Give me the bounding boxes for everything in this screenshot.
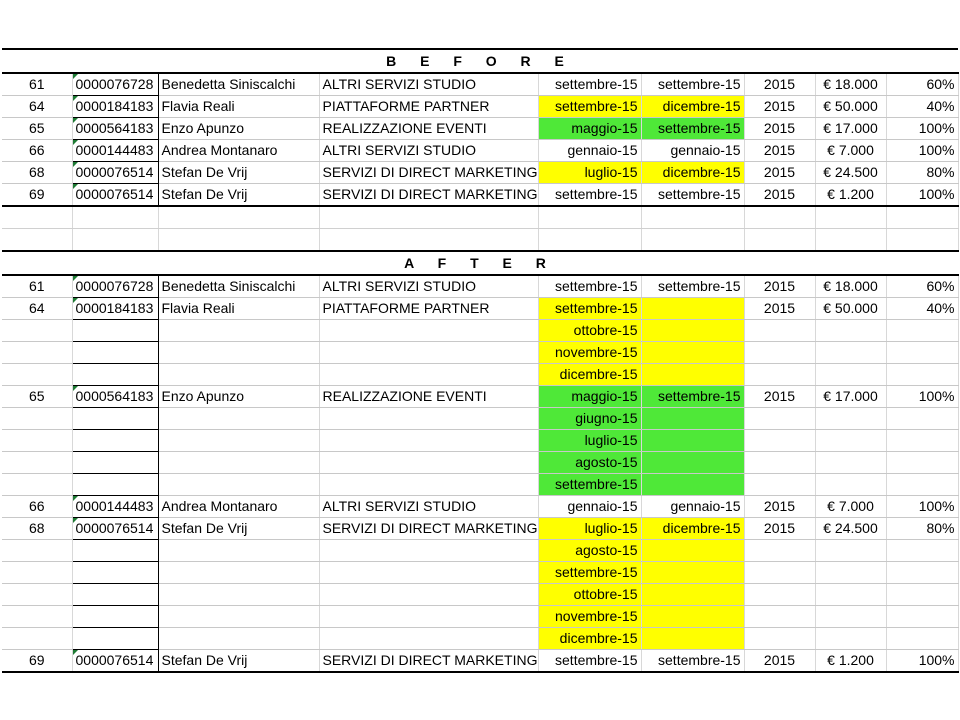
cell-row-number[interactable]: 64 [2,298,72,320]
cell-end-month[interactable] [641,298,744,320]
cell-name[interactable] [158,364,319,386]
cell-code[interactable] [72,452,158,474]
before-row [2,162,958,184]
cell-percent[interactable]: 100% [886,184,958,207]
before-row [2,118,958,140]
cell-start-month[interactable]: gennaio-15 [538,496,641,518]
cell-percent[interactable]: 100% [886,118,958,140]
cell-code[interactable] [72,342,158,364]
cell-amount[interactable]: € 7.000 [815,140,886,162]
after-row [2,298,958,320]
cell-name[interactable]: Benedetta Siniscalchi [158,73,319,96]
cell-start-month[interactable]: maggio-15 [538,118,641,140]
cell-percent[interactable]: 80% [886,518,958,540]
cell-code[interactable] [72,584,158,606]
before-row [2,140,958,162]
cell-name[interactable] [158,540,319,562]
empty-cell[interactable] [744,229,815,252]
cell-amount[interactable] [815,452,886,474]
cell-name[interactable]: Benedetta Siniscalchi [158,275,319,298]
cell-amount[interactable]: € 50.000 [815,298,886,320]
cell-start-month[interactable]: dicembre-15 [538,364,641,386]
cell-percent[interactable] [886,452,958,474]
cell-name[interactable]: Stefan De Vrij [158,184,319,207]
cell-code[interactable] [72,320,158,342]
cell-row-number[interactable] [2,452,72,474]
cell-year[interactable] [744,430,815,452]
cell-code[interactable]: 0000564183 [72,386,158,408]
cell-percent[interactable] [886,540,958,562]
after-row [2,518,958,540]
cell-row-number[interactable] [2,430,72,452]
cell-percent[interactable]: 100% [886,496,958,518]
cell-end-month[interactable]: dicembre-15 [641,518,744,540]
cell-service[interactable] [319,562,538,584]
cell-name[interactable] [158,452,319,474]
cell-percent[interactable] [886,408,958,430]
cell-amount[interactable]: € 7.000 [815,496,886,518]
cell-name[interactable]: Stefan De Vrij [158,162,319,184]
cell-code[interactable]: 0000076728 [72,73,158,96]
cell-code[interactable]: 0000076514 [72,162,158,184]
cell-amount[interactable] [815,540,886,562]
after-row [2,275,958,298]
cell-service[interactable] [319,540,538,562]
cell-start-month[interactable]: agosto-15 [538,452,641,474]
cell-service[interactable]: PIATTAFORME PARTNER [319,96,538,118]
cell-name[interactable]: Flavia Reali [158,298,319,320]
after-row [2,408,958,430]
before-row [2,73,958,96]
cell-name[interactable]: Andrea Montanaro [158,496,319,518]
cell-row-number[interactable] [2,540,72,562]
cell-amount[interactable]: € 17.000 [815,386,886,408]
cell-service[interactable] [319,628,538,650]
cell-service[interactable] [319,474,538,496]
before-row [2,184,958,207]
cell-name[interactable] [158,474,319,496]
cell-start-month[interactable]: giugno-15 [538,408,641,430]
cell-code[interactable] [72,606,158,628]
cell-end-month[interactable] [641,320,744,342]
cell-row-number[interactable]: 69 [2,184,72,207]
cell-amount[interactable] [815,584,886,606]
cell-code[interactable] [72,628,158,650]
cell-year[interactable]: 2015 [744,496,815,518]
cell-year[interactable] [744,320,815,342]
cell-year[interactable] [744,628,815,650]
cell-code[interactable]: 0000076728 [72,275,158,298]
cell-service[interactable]: ALTRI SERVIZI STUDIO [319,140,538,162]
cell-name[interactable]: Enzo Apunzo [158,118,319,140]
cell-year[interactable]: 2015 [744,140,815,162]
cell-percent[interactable]: 60% [886,275,958,298]
cell-row-number[interactable]: 61 [2,275,72,298]
cell-row-number[interactable]: 69 [2,650,72,673]
after-row [2,540,958,562]
cell-percent[interactable] [886,342,958,364]
cell-code[interactable]: 0000144483 [72,496,158,518]
cell-percent[interactable] [886,562,958,584]
cell-year[interactable]: 2015 [744,96,815,118]
cell-year[interactable] [744,540,815,562]
after-row [2,342,958,364]
cell-code[interactable]: 0000564183 [72,118,158,140]
cell-amount[interactable]: € 50.000 [815,96,886,118]
cell-amount[interactable]: € 17.000 [815,118,886,140]
cell-code[interactable]: 0000076514 [72,518,158,540]
cell-start-month[interactable]: settembre-15 [538,73,641,96]
cell-end-month[interactable]: settembre-15 [641,184,744,207]
cell-name[interactable]: Flavia Reali [158,96,319,118]
cell-service[interactable] [319,584,538,606]
cell-amount[interactable] [815,474,886,496]
cell-end-month[interactable]: settembre-15 [641,275,744,298]
after-title-row [2,251,958,275]
cell-code[interactable]: 0000076514 [72,650,158,673]
cell-start-month[interactable]: ottobre-15 [538,584,641,606]
cell-name[interactable]: Enzo Apunzo [158,386,319,408]
cell-year[interactable] [744,364,815,386]
after-row [2,386,958,408]
cell-service[interactable]: PIATTAFORME PARTNER [319,298,538,320]
cell-row-number[interactable]: 65 [2,386,72,408]
cell-year[interactable]: 2015 [744,184,815,207]
after-row [2,650,958,673]
cell-row-number[interactable] [2,364,72,386]
cell-percent[interactable] [886,430,958,452]
cell-percent[interactable]: 40% [886,298,958,320]
cell-percent[interactable]: 40% [886,96,958,118]
cell-year[interactable]: 2015 [744,118,815,140]
empty-cell[interactable] [72,206,158,229]
cell-start-month[interactable]: maggio-15 [538,386,641,408]
cell-service[interactable] [319,364,538,386]
empty-cell[interactable] [158,206,319,229]
cell-row-number[interactable] [2,606,72,628]
spreadsheet [2,48,958,673]
cell-end-month[interactable] [641,540,744,562]
cell-end-month[interactable] [641,474,744,496]
cell-service[interactable]: SERVIZI DI DIRECT MARKETING [319,650,538,673]
cell-end-month[interactable]: gennaio-15 [641,496,744,518]
cell-amount[interactable] [815,562,886,584]
cell-service[interactable] [319,606,538,628]
cell-row-number[interactable]: 68 [2,518,72,540]
cell-end-month[interactable] [641,562,744,584]
after-row [2,430,958,452]
cell-name[interactable] [158,320,319,342]
cell-amount[interactable] [815,606,886,628]
cell-amount[interactable]: € 1.200 [815,650,886,673]
after-row [2,562,958,584]
empty-cell[interactable] [319,229,538,252]
cell-percent[interactable]: 100% [886,386,958,408]
empty-cell[interactable] [641,229,744,252]
cell-service[interactable]: ALTRI SERVIZI STUDIO [319,496,538,518]
cell-end-month[interactable] [641,584,744,606]
empty-cell[interactable] [815,206,886,229]
cell-percent[interactable] [886,584,958,606]
cell-start-month[interactable]: luglio-15 [538,430,641,452]
cell-code[interactable] [72,474,158,496]
cell-start-month[interactable]: settembre-15 [538,184,641,207]
cell-name[interactable] [158,606,319,628]
cell-name[interactable]: Stefan De Vrij [158,650,319,673]
data-table [2,48,959,673]
cell-row-number[interactable] [2,320,72,342]
cell-year[interactable] [744,452,815,474]
cell-year[interactable]: 2015 [744,518,815,540]
cell-start-month[interactable]: settembre-15 [538,650,641,673]
cell-percent[interactable]: 100% [886,140,958,162]
cell-year[interactable]: 2015 [744,298,815,320]
cell-service[interactable] [319,430,538,452]
after-row [2,452,958,474]
cell-name[interactable] [158,408,319,430]
before-row [2,96,958,118]
cell-end-month[interactable]: dicembre-15 [641,162,744,184]
cell-service[interactable] [319,342,538,364]
cell-name[interactable]: Stefan De Vrij [158,518,319,540]
cell-end-month[interactable] [641,606,744,628]
cell-row-number[interactable]: 64 [2,96,72,118]
cell-amount[interactable]: € 24.500 [815,162,886,184]
cell-year[interactable] [744,474,815,496]
cell-year[interactable]: 2015 [744,162,815,184]
cell-year[interactable] [744,584,815,606]
cell-percent[interactable] [886,364,958,386]
cell-start-month[interactable]: agosto-15 [538,540,641,562]
cell-start-month[interactable]: ottobre-15 [538,320,641,342]
cell-name[interactable] [158,584,319,606]
cell-code[interactable]: 0000184183 [72,298,158,320]
cell-end-month[interactable] [641,364,744,386]
cell-row-number[interactable] [2,628,72,650]
empty-cell[interactable] [744,206,815,229]
cell-service[interactable]: SERVIZI DI DIRECT MARKETING [319,518,538,540]
cell-service[interactable]: SERVIZI DI DIRECT MARKETING [319,184,538,207]
cell-code[interactable]: 0000144483 [72,140,158,162]
empty-row [2,229,958,252]
after-row [2,606,958,628]
cell-row-number[interactable] [2,342,72,364]
cell-end-month[interactable] [641,342,744,364]
cell-service[interactable] [319,452,538,474]
cell-row-number[interactable] [2,584,72,606]
cell-service[interactable] [319,320,538,342]
cell-year[interactable] [744,562,815,584]
cell-service[interactable]: SERVIZI DI DIRECT MARKETING [319,162,538,184]
cell-row-number[interactable] [2,408,72,430]
cell-code[interactable] [72,364,158,386]
empty-cell[interactable] [538,206,641,229]
cell-amount[interactable] [815,430,886,452]
cell-start-month[interactable]: settembre-15 [538,298,641,320]
after-row [2,584,958,606]
cell-amount[interactable] [815,342,886,364]
after-row [2,320,958,342]
cell-start-month[interactable]: luglio-15 [538,518,641,540]
table-body [2,49,958,672]
cell-amount[interactable] [815,320,886,342]
cell-name[interactable]: Andrea Montanaro [158,140,319,162]
empty-cell[interactable] [158,229,319,252]
cell-row-number[interactable]: 65 [2,118,72,140]
cell-year[interactable] [744,606,815,628]
empty-cell[interactable] [2,206,72,229]
cell-start-month[interactable]: settembre-15 [538,474,641,496]
cell-row-number[interactable]: 66 [2,496,72,518]
cell-percent[interactable] [886,320,958,342]
cell-start-month[interactable]: settembre-15 [538,275,641,298]
cell-end-month[interactable]: settembre-15 [641,73,744,96]
cell-service[interactable]: ALTRI SERVIZI STUDIO [319,275,538,298]
empty-cell[interactable] [72,229,158,252]
cell-service[interactable]: REALIZZAZIONE EVENTI [319,386,538,408]
cell-percent[interactable] [886,474,958,496]
empty-cell[interactable] [886,206,958,229]
cell-amount[interactable] [815,408,886,430]
empty-cell[interactable] [538,229,641,252]
empty-cell[interactable] [886,229,958,252]
cell-end-month[interactable]: gennaio-15 [641,140,744,162]
cell-code[interactable] [72,408,158,430]
empty-row [2,206,958,229]
cell-service[interactable] [319,408,538,430]
cell-start-month[interactable]: luglio-15 [538,162,641,184]
cell-code[interactable] [72,562,158,584]
cell-start-month[interactable]: dicembre-15 [538,628,641,650]
before-title: B E F O R E [2,49,958,73]
empty-cell[interactable] [319,206,538,229]
cell-amount[interactable]: € 18.000 [815,275,886,298]
cell-end-month[interactable] [641,628,744,650]
cell-amount[interactable] [815,628,886,650]
empty-cell[interactable] [2,229,72,252]
after-row [2,364,958,386]
cell-percent[interactable] [886,628,958,650]
cell-start-month[interactable]: settembre-15 [538,96,641,118]
empty-cell[interactable] [641,206,744,229]
cell-end-month[interactable] [641,452,744,474]
cell-service[interactable]: ALTRI SERVIZI STUDIO [319,73,538,96]
cell-end-month[interactable]: dicembre-15 [641,96,744,118]
after-title: A F T E R [2,251,958,275]
empty-cell[interactable] [815,229,886,252]
cell-end-month[interactable] [641,430,744,452]
cell-row-number[interactable]: 66 [2,140,72,162]
cell-start-month[interactable]: settembre-15 [538,562,641,584]
cell-row-number[interactable] [2,562,72,584]
cell-percent[interactable] [886,606,958,628]
cell-year[interactable]: 2015 [744,73,815,96]
cell-row-number[interactable] [2,474,72,496]
cell-percent[interactable]: 60% [886,73,958,96]
cell-start-month[interactable]: novembre-15 [538,342,641,364]
before-title-row [2,49,958,73]
cell-name[interactable] [158,628,319,650]
cell-amount[interactable]: € 24.500 [815,518,886,540]
cell-year[interactable]: 2015 [744,386,815,408]
cell-year[interactable] [744,408,815,430]
cell-start-month[interactable]: gennaio-15 [538,140,641,162]
cell-service[interactable]: REALIZZAZIONE EVENTI [319,118,538,140]
cell-code[interactable] [72,540,158,562]
cell-row-number[interactable]: 68 [2,162,72,184]
after-row [2,628,958,650]
cell-code[interactable]: 0000184183 [72,96,158,118]
cell-end-month[interactable]: settembre-15 [641,386,744,408]
cell-percent[interactable]: 100% [886,650,958,673]
cell-amount[interactable]: € 1.200 [815,184,886,207]
cell-year[interactable]: 2015 [744,650,815,673]
cell-year[interactable] [744,342,815,364]
cell-amount[interactable] [815,364,886,386]
cell-end-month[interactable]: settembre-15 [641,118,744,140]
cell-year[interactable]: 2015 [744,275,815,298]
cell-code[interactable]: 0000076514 [72,184,158,207]
cell-code[interactable] [72,430,158,452]
after-row [2,496,958,518]
cell-row-number[interactable]: 61 [2,73,72,96]
cell-name[interactable] [158,430,319,452]
cell-percent[interactable]: 80% [886,162,958,184]
cell-end-month[interactable] [641,408,744,430]
cell-start-month[interactable]: novembre-15 [538,606,641,628]
cell-name[interactable] [158,562,319,584]
cell-amount[interactable]: € 18.000 [815,73,886,96]
after-row [2,474,958,496]
cell-end-month[interactable]: settembre-15 [641,650,744,673]
cell-name[interactable] [158,342,319,364]
